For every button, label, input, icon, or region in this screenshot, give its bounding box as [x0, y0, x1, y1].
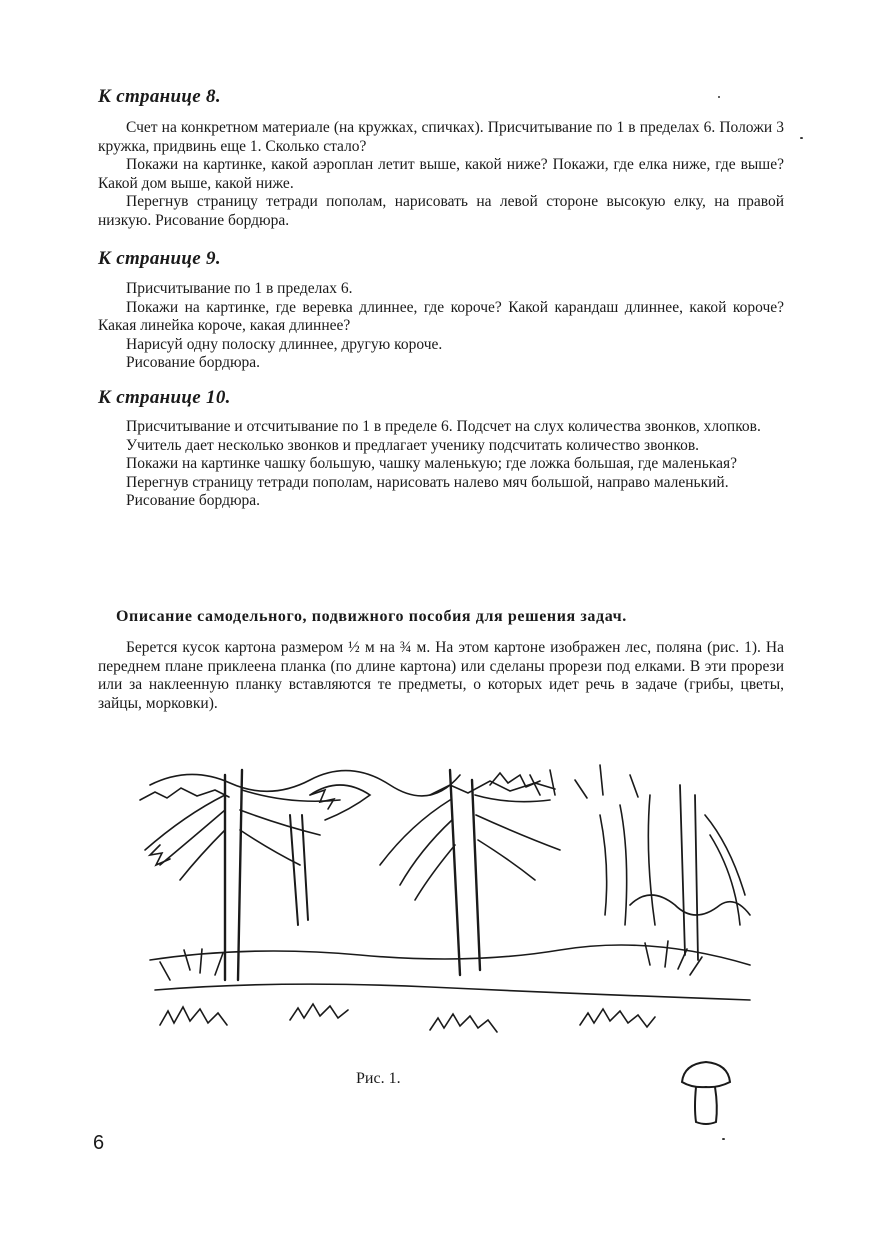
paragraph: Рисование бордюра. — [126, 354, 261, 371]
paragraph: Берется кусок картона размером ½ м на ¾ м. На этом картоне изображен лес, поляна (рис. 1). На переднем плане приклеена планка (по длине картона) или сделаны прорези под елками. В эти прорези или за наклеенную планку вставляются те предметы, о которых идет речь в задаче (грибы, цветы, зайцы, морковки). — [98, 639, 784, 712]
section-heading-page-10: К странице 10. — [98, 387, 231, 408]
description-heading: Описание самодельного, подвижного пособия для решения задач. — [116, 608, 627, 625]
paragraph: Покажи на картинке, где веревка длиннее, где короче? Какой карандаш длиннее, какой короче? Какая линейка короче, какая длиннее? — [98, 298, 784, 334]
paragraph: Присчитывание и отсчитывание по 1 в пределе 6. Подсчет на слух количества звонков, хлопков. — [126, 418, 761, 435]
scan-speck — [718, 96, 720, 98]
section-heading-page-8: К странице 8. — [98, 86, 221, 107]
paragraph: Нарисуй одну полоску длиннее, другую короче. — [126, 335, 443, 353]
section-heading-page-9: К странице 9. — [98, 248, 221, 269]
forest-illustration — [130, 755, 760, 1045]
scan-speck — [800, 137, 803, 139]
paragraph: Покажи на картинке чашку большую, чашку маленькую; где ложка большая, где маленькая? — [126, 455, 738, 472]
paragraph: Перегнув страницу тетради пополам, нарисовать на левой стороне высокую елку, на правой низкую. Рисование бордюра. — [98, 193, 784, 229]
section-body-page-8 — [98, 119, 784, 230]
scan-speck — [722, 1138, 725, 1140]
description-body — [98, 639, 784, 713]
page-number: 6 — [93, 1132, 105, 1154]
paragraph: Рисование бордюра. — [126, 492, 261, 509]
section-body-page-10 — [98, 418, 784, 511]
paragraph: Покажи на картинке, какой аэроплан летит выше, какой ниже? Покажи, где елка ниже, где выше? Какой дом выше, какой ниже. — [98, 156, 784, 192]
paragraph: Присчитывание по 1 в пределах 6. — [126, 280, 353, 297]
paragraph: Счет на конкретном материале (на кружках, спичках). Присчитывание по 1 в пределах 6. Положи 3 кружка, придвинь еще 1. Сколько стало? — [98, 119, 784, 155]
section-body-page-9 — [98, 280, 784, 373]
paragraph: Учитель дает несколько звонков и предлагает ученику подсчитать количество звонков. — [126, 436, 700, 454]
paragraph: Перегнув страницу тетради пополам, нарисовать налево мяч большой, направо маленький. — [126, 473, 729, 491]
mushroom-icon — [678, 1058, 734, 1128]
figure-caption: Рис. 1. — [356, 1070, 401, 1087]
